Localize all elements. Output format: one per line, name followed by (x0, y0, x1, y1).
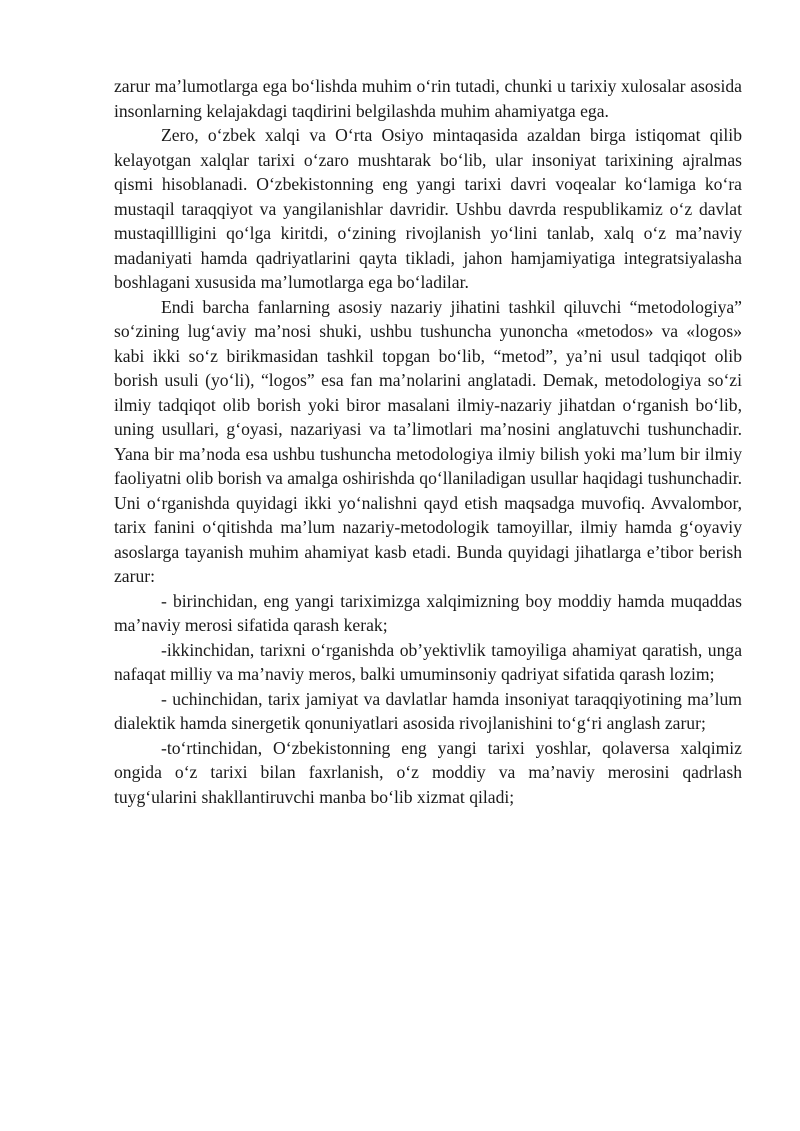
paragraph-methodology: Endi barcha fanlarning asosiy nazariy jihatini tashkil qiluvchi “metodologiya” so‘zining lug‘aviy ma’nosi shuki, ushbu tushuncha yunoncha «metodos» va «logos» kabi ikki so‘z birikmasidan tashkil topgan bo‘lib, “metod”, ya’ni usul tadqiqot olib borish usuli (yo‘li), “logos” esa fan ma’nolarini anglatadi. Demak, metodologiya so‘zi ilmiy tadqiqot olib borish yoki biror masalani ilmiy-nazariy jihatdan o‘rganish bo‘lib, uning usullari, g‘oyasi, nazariyasi va ta’limotlari ma’nosini anglatuvchi tushunchadir. Yana bir ma’noda esa ushbu tushuncha metodologiya ilmiy bilish yoki ma’lum bir ilmiy faoliyatni olib borish va amalga oshirishda qo‘llaniladigan usullar haqidagi tushunchadir. Uni o‘rganishda quyidagi ikki yo‘nalishni qayd etish maqsadga muvofiq. Avvalombor, tarix fanini o‘qitishda ma’lum nazariy-metodologik tamoyillar, ilmiy hamda g‘oyaviy asoslarga tayanish muhim ahamiyat kasb etadi. Bunda quyidagi jihatlarga e’tibor berish zarur: (114, 296, 742, 586)
list-item-third: - uchinchidan, tarix jamiyat va davlatlar hamda insoniyat taraqqiyotining ma’lum dialektik hamda sinergetik qonuniyatlari asosida rivojlanishini to‘g‘ri anglash zarur; (114, 688, 742, 733)
list-item-fourth: -to‘rtinchidan, O‘zbekistonning eng yangi tarixi yoshlar, qolaversa xalqimiz ongida o‘z tarixi bilan faxrlanish, o‘z moddiy va ma’naviy merosini qadrlash tuyg‘ularini shakllantiruvchi manba bo‘lib xizmat qiladi; (114, 737, 742, 807)
list-item-second: -ikkinchidan, tarixni o‘rganishda ob’yektivlik tamoyiliga ahamiyat qaratish, unga nafaqat milliy va ma’naviy meros, balki umuminsoniy qadriyat sifatida qarash lozim; (114, 639, 742, 684)
paragraph-continuation: zarur ma’lumotlarga ega bo‘lishda muhim o‘rin tutadi, chunki u tarixiy xulosalar asosida insonlarning kelajakdagi taqdirini belgilashda muhim ahamiyatga ega. (114, 76, 742, 121)
list-item-first: - birinchidan, eng yangi tariximizga xalqimizning boy moddiy hamda muqaddas ma’naviy merosi sifatida qarash kerak; (114, 590, 742, 635)
document-page (114, 74, 742, 809)
paragraph-history-intro: Zero, o‘zbek xalqi va O‘rta Osiyo mintaqasida azaldan birga istiqomat qilib kelayotgan xalqlar tarixi o‘zaro mushtarak bo‘lib, ular insoniyat tarixining ajralmas qismi hisoblanadi. O‘zbekistonning eng yangi tarixi davri voqealar ko‘lamiga ko‘ra mustaqil taraqqiyot va yangilanishlar davridir. Ushbu davrda respublikamiz o‘z davlat mustaqillligini qo‘lga kiritdi, o‘zining rivojlanish yo‘lini tanlab, xalq o‘z ma’naviy madaniyati hamda qadriyatlarini qayta tikladi, jahon hamjamiyatiga integratsiyalasha boshlagani xususida ma’lumotlarga ega bo‘ladilar. (114, 125, 742, 292)
